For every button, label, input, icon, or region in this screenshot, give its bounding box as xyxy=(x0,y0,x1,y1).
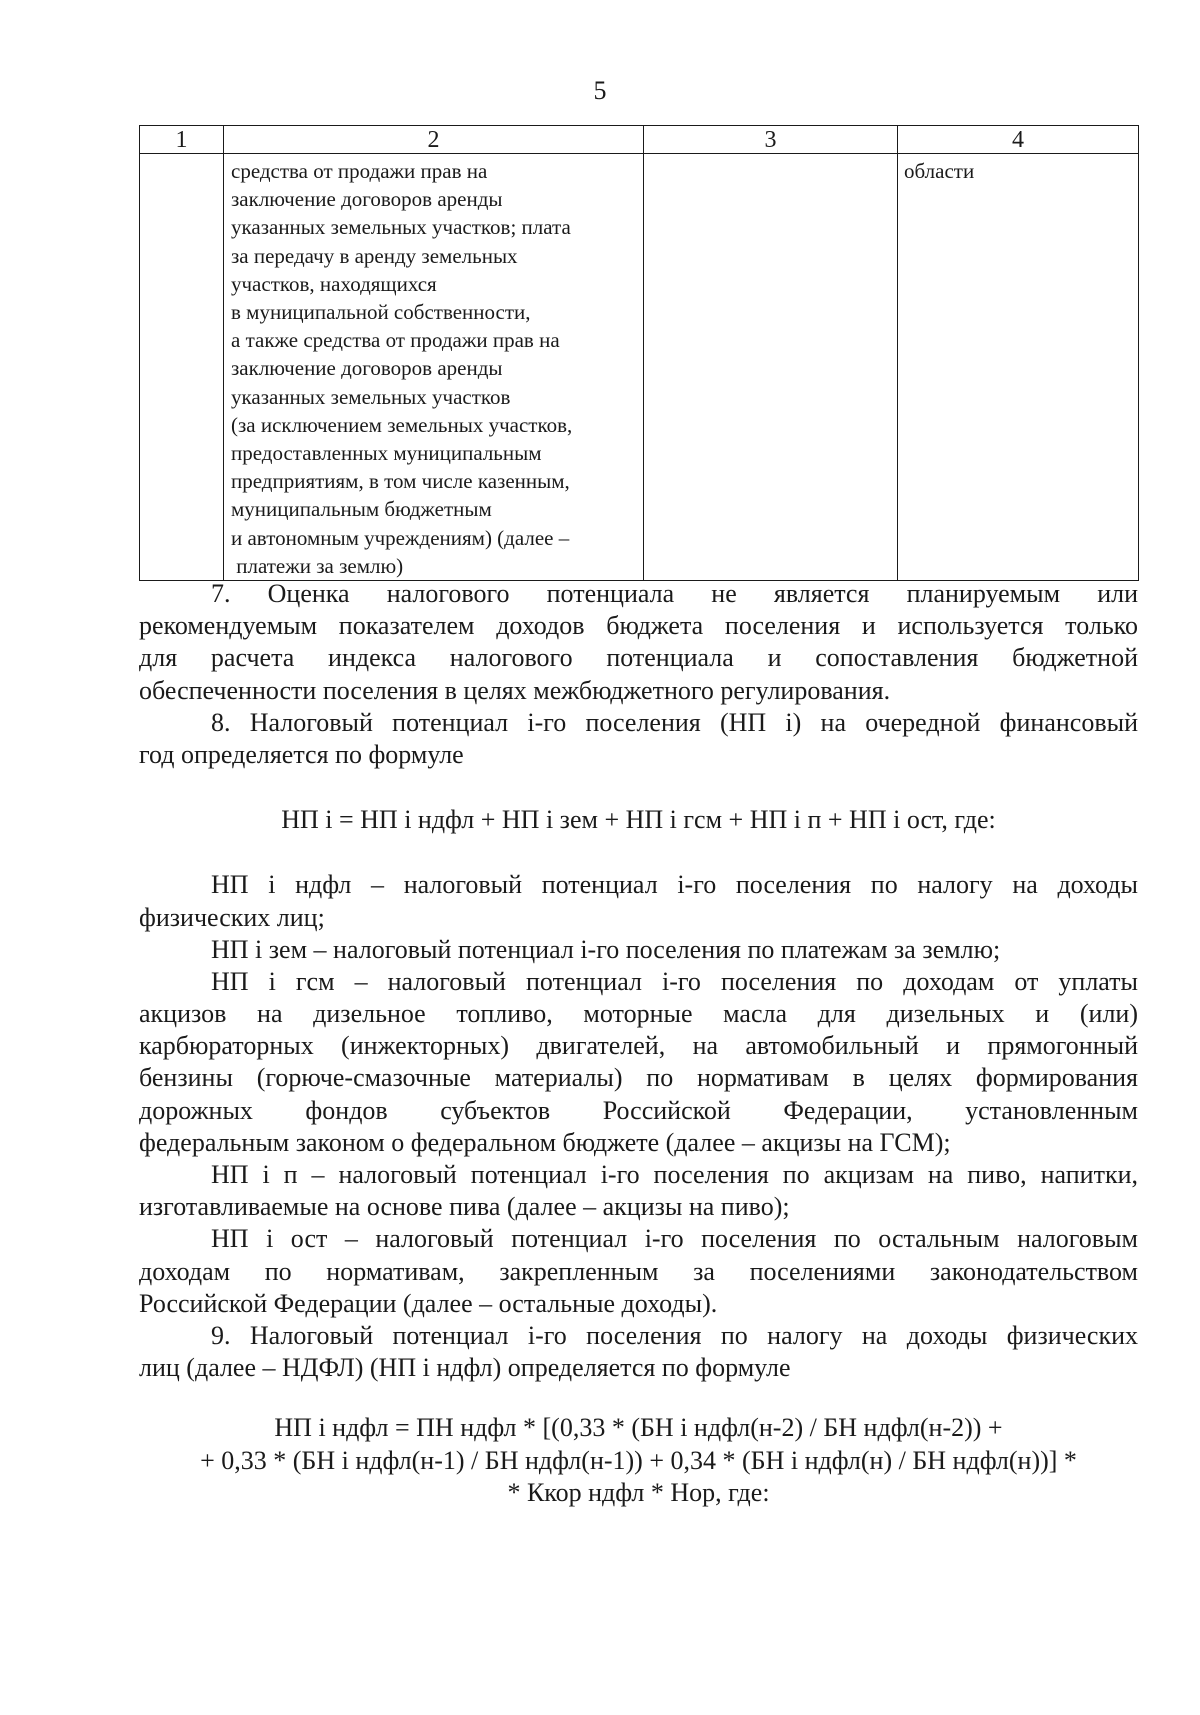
text-line: 9. Налоговый потенциал i-го поселения по налогу на доходы физических xyxy=(211,1320,1138,1350)
income-source-description xyxy=(224,154,643,580)
text-line: доходам по нормативам, закрепленным за поселениями законодательством xyxy=(139,1256,1138,1286)
cell-line: средства от продажи прав на xyxy=(231,159,488,183)
definition-beer xyxy=(139,1159,1138,1223)
text-line: бензины (горюче-смазочные материалы) по нормативам в целях формирования xyxy=(139,1063,1138,1093)
text-line: НП i ндфл – налоговый потенциал i-го поселения по налогу на доходы xyxy=(211,870,1138,900)
document-body xyxy=(139,578,1138,1509)
text-line: НП i гсм – налоговый потенциал i-го поселения по доходам от уплаты xyxy=(211,966,1138,996)
paragraph-7 xyxy=(139,578,1138,707)
text-line: физических лиц; xyxy=(139,902,325,932)
text-line: акцизов на дизельное топливо, моторные масла для дизельных и (или) xyxy=(139,999,1138,1029)
text-line: год определяется по формуле xyxy=(139,739,464,769)
paragraph-9 xyxy=(139,1320,1138,1384)
text-line: дорожных фондов субъектов Российской Федерации, установленным xyxy=(139,1095,1138,1125)
cell-line: в муниципальной собственности, xyxy=(231,300,531,325)
text-line: 8. Налоговый потенциал i-го поселения (НП i) на очередной финансовый xyxy=(211,707,1138,737)
paragraph-8 xyxy=(139,707,1138,771)
page-number: 5 xyxy=(593,76,607,105)
text-line: 7. Оценка налогового потенциала не является планируемым или xyxy=(211,579,1138,608)
cell-line: заключение договоров аренды xyxy=(231,187,503,212)
cell-line: указанных земельных участков xyxy=(231,384,511,409)
table-cell-col1 xyxy=(140,154,224,581)
column-header-1: 1 xyxy=(140,126,224,154)
column-header-3: 3 xyxy=(644,126,898,154)
spacer xyxy=(139,836,1138,869)
cell-line: предоставленных муниципальным xyxy=(231,441,542,466)
text-line: карбюраторных (инжекторных) двигателей, на автомобильный и прямогонный xyxy=(139,1031,1138,1061)
income-table xyxy=(139,125,1139,581)
definition-other xyxy=(139,1223,1138,1320)
formula-line: НП i ндфл = ПН ндфл * [(0,33 * (БН i ндфл(н-2) / БН ндфл(н-2)) + xyxy=(274,1413,1003,1443)
formula-line: + 0,33 * (БН i ндфл(н-1) / БН ндфл(н-1)) + 0,34 * (БН i ндфл(н) / БН ндфл(н))] * xyxy=(200,1445,1077,1475)
text-line: рекомендуемым показателем доходов бюджета поселения и используется только xyxy=(139,611,1138,641)
formula-line: * Ккор ндфл * Нор, где: xyxy=(507,1477,770,1507)
text-line: Российской Федерации (далее – остальные доходы). xyxy=(139,1288,718,1318)
text-line: НП i зем – налоговый потенциал i-го поселения по платежам за землю; xyxy=(211,934,1001,964)
cell-line: указанных земельных участков; плата xyxy=(231,215,571,240)
cell-line: участков, находящихся xyxy=(231,271,437,296)
text-line: федеральным законом о федеральном бюджете (далее – акцизы на ГСМ); xyxy=(139,1127,951,1157)
table-row xyxy=(140,154,1139,581)
definition-land xyxy=(139,934,1138,966)
text-line: лиц (далее – НДФЛ) (НП i ндфл) определяется по формуле xyxy=(139,1353,791,1383)
definition-ndfl xyxy=(139,869,1138,933)
cell-line: муниципальным бюджетным xyxy=(231,497,492,522)
text-line: НП i ост – налоговый потенциал i-го поселения по остальным налоговым xyxy=(211,1224,1138,1254)
cell-line: и автономным учреждениям) (далее – xyxy=(231,525,570,550)
table-header-row xyxy=(140,126,1139,154)
text-line: обеспеченности поселения в целях межбюджетного регулирования. xyxy=(139,675,891,705)
table-cell-col4 xyxy=(898,154,1139,581)
table-cell-col2 xyxy=(224,154,644,581)
text-line: изготавливаемые на основе пива (далее – акцизы на пиво); xyxy=(139,1192,790,1222)
spacer xyxy=(139,771,1138,804)
column-header-4: 4 xyxy=(898,126,1139,154)
formula-ndfl xyxy=(139,1412,1138,1509)
cell-line: (за исключением земельных участков, xyxy=(231,412,573,437)
definition-fuel xyxy=(139,966,1138,1159)
formula-tax-potential: НП i = НП i ндфл + НП i зем + НП i гсм + НП i п + НП i ост, где: xyxy=(281,805,996,835)
column-header-2: 2 xyxy=(224,126,644,154)
text-line: НП i п – налоговый потенциал i-го поселения по акцизам на пиво, напитки, xyxy=(211,1160,1138,1189)
cell-line: платежи за землю) xyxy=(231,553,404,578)
cell-line: предприятиям, в том числе казенным, xyxy=(231,469,570,494)
region-label: области xyxy=(904,159,975,183)
text-line: для расчета индекса налогового потенциала и сопоставления бюджетной xyxy=(139,643,1138,673)
cell-line: за передачу в аренду земельных xyxy=(231,243,518,268)
spacer xyxy=(139,1384,1138,1412)
table-cell-col3 xyxy=(644,154,898,581)
cell-line: а также средства от продажи прав на xyxy=(231,328,560,353)
cell-line: заключение договоров аренды xyxy=(231,356,503,381)
